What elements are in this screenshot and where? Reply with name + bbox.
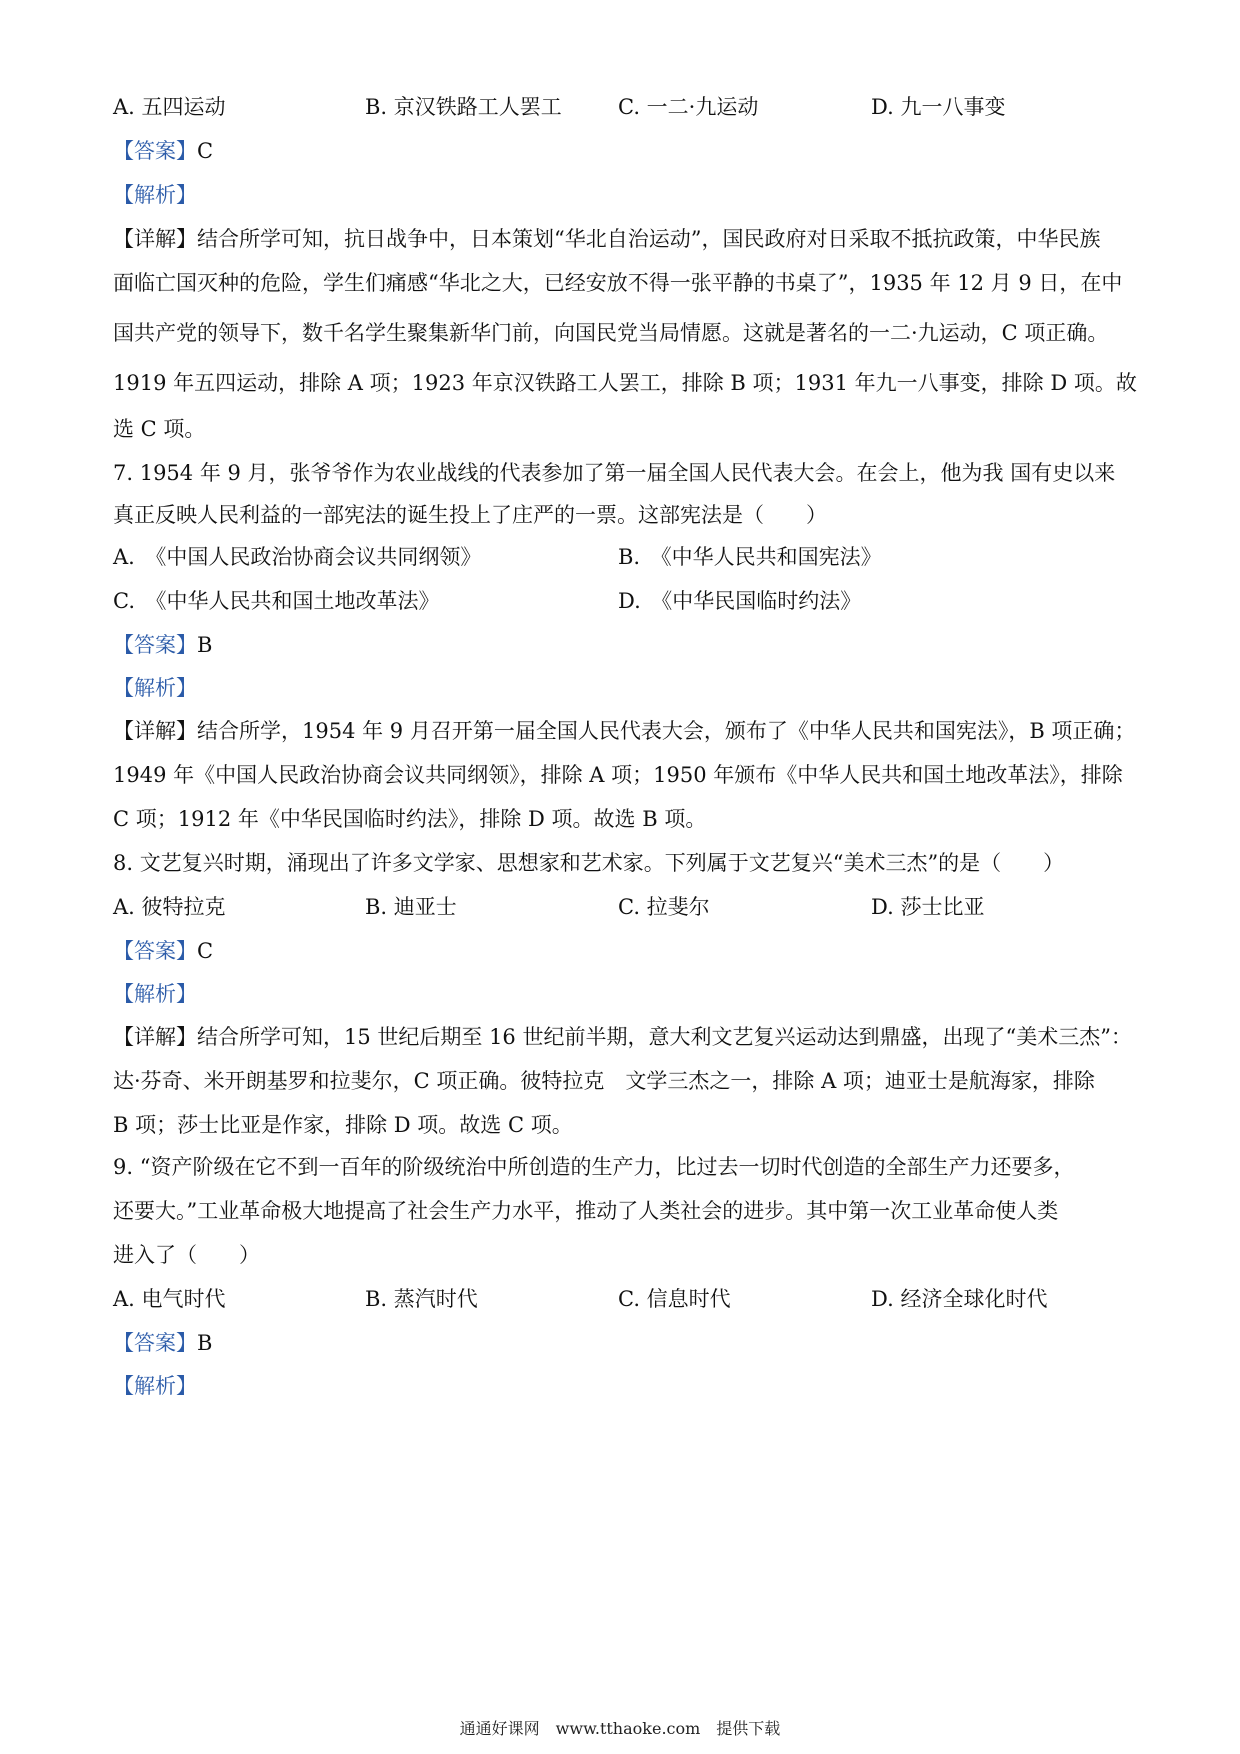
q9-option-d: D. 经济全球化时代 bbox=[871, 1287, 1048, 1311]
q6-detail-line-4: 1919 年五四运动，排除 A 项；1923 年京汉铁路工人罢工，排除 B 项；1931 年九一八事变，排除 D 项。故 bbox=[113, 371, 1137, 395]
q8-options bbox=[113, 892, 1133, 922]
q7-option-a: A. 《中国人民政治协商会议共同纲领》 bbox=[113, 545, 482, 569]
q7-detail-tag: 【详解】 bbox=[113, 719, 197, 743]
q8-detail-text-1: 结合所学可知，15 世纪后期至 16 世纪前半期，意大利文艺复兴运动达到鼎盛，出现了“美术三杰”： bbox=[197, 1025, 1132, 1049]
q6-detail-line-3: 国共产党的领导下，数千名学生聚集新华门前，向国民党当局情愿。这就是著名的一二·九运动，C 项正确。 bbox=[113, 321, 1109, 345]
q6-option-d: D. 九一八事变 bbox=[871, 95, 1006, 119]
q6-detail-line-1 bbox=[113, 224, 1133, 254]
q9-answer-tag: 【答案】 bbox=[113, 1331, 197, 1355]
q8-detail-tag: 【详解】 bbox=[113, 1025, 197, 1049]
q7-option-c: C. 《中华人民共和国土地改革法》 bbox=[113, 589, 440, 613]
q7-answer-tag: 【答案】 bbox=[113, 633, 197, 657]
q6-answer-tag: 【答案】 bbox=[113, 139, 197, 163]
q8-option-d: D. 莎士比亚 bbox=[871, 895, 985, 919]
q8-option-b: B. 迪亚士 bbox=[365, 895, 457, 919]
q7-detail-line-3: C 项；1912 年《中华民国临时约法》，排除 D 项。故选 B 项。 bbox=[113, 807, 707, 831]
q9-option-c: C. 信息时代 bbox=[618, 1287, 731, 1311]
q6-detail-tag: 【详解】 bbox=[113, 227, 197, 251]
q7-option-b: B. 《中华人民共和国宪法》 bbox=[618, 545, 882, 569]
q9-option-b: B. 蒸汽时代 bbox=[365, 1287, 478, 1311]
q6-answer-value: C bbox=[197, 139, 214, 163]
q8-detail-line-2: 达·芬奇、米开朗基罗和拉斐尔，C 项正确。彼特拉克 文学三杰之一，排除 A 项；迪亚士是航海家，排除 bbox=[113, 1069, 1095, 1093]
q7-options-row-1 bbox=[113, 542, 1133, 572]
q7-option-d: D. 《中华民国临时约法》 bbox=[618, 589, 862, 613]
q8-detail-line-3: B 项；莎士比亚是作家，排除 D 项。故选 C 项。 bbox=[113, 1113, 573, 1137]
q9-answer-value: B bbox=[197, 1331, 213, 1355]
q8-answer-tag: 【答案】 bbox=[113, 939, 197, 963]
q6-detail-line-5: 选 C 项。 bbox=[113, 417, 206, 441]
q8-detail-line-1 bbox=[113, 1022, 1133, 1052]
q7-analysis bbox=[113, 673, 1133, 703]
q9-options bbox=[113, 1284, 1133, 1314]
q6-answer bbox=[113, 136, 1133, 166]
q7-options-row-2 bbox=[113, 586, 1133, 616]
q6-options bbox=[113, 92, 1133, 122]
q9-analysis-tag: 【解析】 bbox=[113, 1374, 197, 1398]
q7-answer bbox=[113, 630, 1133, 660]
q6-option-c: C. 一二·九运动 bbox=[618, 95, 759, 119]
q8-option-a: A. 彼特拉克 bbox=[113, 895, 226, 919]
q7-detail-text-1: 结合所学，1954 年 9 月召开第一届全国人民代表大会，颁布了《中华人民共和国宪法》，B 项正确； bbox=[197, 719, 1136, 743]
q9-stem-line-2: 还要大。”工业革命极大地提高了社会生产力水平，推动了人类社会的进步。其中第一次工业革命使人类 bbox=[113, 1199, 1059, 1223]
q6-detail-line-2: 面临亡国灭种的危险，学生们痛感“华北之大，已经安放不得一张平静的书桌了”，1935 年 12 月 9 日，在中 bbox=[113, 271, 1123, 295]
q7-stem-line-2: 真正反映人民利益的一部宪法的诞生投上了庄严的一票。这部宪法是（ ） bbox=[113, 503, 827, 527]
q8-analysis bbox=[113, 979, 1133, 1009]
q9-option-a: A. 电气时代 bbox=[113, 1287, 226, 1311]
q8-answer bbox=[113, 936, 1133, 966]
q9-analysis bbox=[113, 1371, 1133, 1401]
q7-detail-line-1 bbox=[113, 716, 1136, 746]
q8-answer-value: C bbox=[197, 939, 214, 963]
q8-option-c: C. 拉斐尔 bbox=[618, 895, 710, 919]
q8-analysis-tag: 【解析】 bbox=[113, 982, 197, 1006]
q7-answer-value: B bbox=[197, 633, 213, 657]
q6-detail-text-1: 结合所学可知，抗日战争中，日本策划“华北自治运动”，国民政府对日采取不抵抗政策，中华民族 bbox=[197, 227, 1101, 251]
q6-analysis bbox=[113, 180, 1133, 210]
q6-analysis-tag: 【解析】 bbox=[113, 183, 197, 207]
q9-stem-line-1: 9. “资产阶级在它不到一百年的阶级统治中所创造的生产力，比过去一切时代创造的全部生产力还要多， bbox=[113, 1155, 1075, 1179]
q8-stem-line-1: 8. 文艺复兴时期，涌现出了许多文学家、思想家和艺术家。下列属于文艺复兴“美术三杰”的是（ ） bbox=[113, 851, 1065, 875]
q7-analysis-tag: 【解析】 bbox=[113, 676, 197, 700]
q6-option-a: A. 五四运动 bbox=[113, 95, 226, 119]
q9-stem-line-3: 进入了（ ） bbox=[113, 1243, 260, 1267]
q7-detail-line-2: 1949 年《中国人民政治协商会议共同纲领》，排除 A 项；1950 年颁布《中华人民共和国土地改革法》，排除 bbox=[113, 763, 1123, 787]
q7-stem-line-1: 7. 1954 年 9 月，张爷爷作为农业战线的代表参加了第一届全国人民代表大会。在会上，他为我 国有史以来 bbox=[113, 461, 1116, 485]
q9-answer bbox=[113, 1328, 1133, 1358]
page-footer: 通通好课网 www.tthaoke.com 提供下载 bbox=[459, 1719, 781, 1738]
q6-option-b: B. 京汉铁路工人罢工 bbox=[365, 95, 562, 119]
